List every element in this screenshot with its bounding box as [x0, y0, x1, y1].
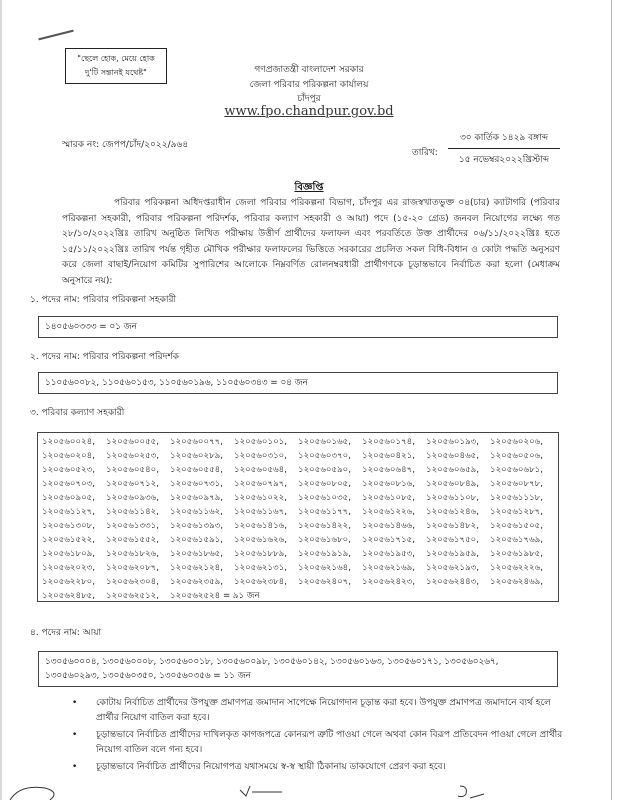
roll-number: ১২০৫৬২৩৫৯, — [170, 577, 223, 587]
section-4-rolls-line-1: ১৩০৫৬০০০৪, ১৩০৫৬০০০৮, ১৩০৫৬০০১৮, ১৩০৫৬০০৯৮, ১৩০৫৬০১৪২, ১৩০৫৬০১৬৩, ১৩০৫৬০১৭১, ১৩০৫৬০২৬৭, — [45, 657, 499, 667]
roll-number: ১২০৫৬০৩১০, — [234, 451, 287, 461]
roll-number: ১২০৫৬১০৮৫, — [362, 493, 415, 503]
section-4-heading: ৪. পদের নাম: আয়া — [30, 628, 102, 638]
roll-number: ১২০৫৬১৫৫২, — [106, 535, 159, 545]
roll-number: ১২০৫৬০৫২৩, — [42, 465, 95, 475]
roll-number: ১২০৫৬১১০৮, — [426, 493, 479, 503]
roll-number: ১২০৫৬১৮৬৫, — [170, 549, 223, 559]
roll-number: ১২০৫৬০৭০৩, — [42, 479, 95, 489]
roll-number: ১২০৫৬১১৬২, — [170, 507, 223, 517]
roll-row — [42, 547, 554, 561]
roll-number: ১২০৫৬০৬৮১, — [490, 465, 543, 475]
note-text: চূড়ান্তভাবে নির্বাচিত প্রার্থীদের দাখিলকৃত কাগজপত্রে কোনরূপ ত্রুটি পাওয়া গেলে অথবা কোন বিরূপ প্রতিবেদন পাওয়া গেলে প্রার্থীর নিয়োগ বাতিল বলে গন্য হবে। — [96, 730, 563, 755]
date-bangla: ৩০ কার্তিক ১৪২৯ বঙ্গাব্দ — [448, 130, 560, 149]
note-item — [70, 728, 570, 758]
header-govt: গণপ্রজাতন্ত্রী বাংলাদেশ সরকার — [254, 65, 364, 75]
note-text: চূড়ান্তভাবে নির্বাচিত প্রার্থীদের নিয়োগপত্র যথাসময়ে স্ব-স্ব স্থায়ী ঠিকানায় ডাকযোগে প্রেরণ করা হবে। — [96, 762, 446, 772]
roll-number: ১২০৫৬০০৫৫, — [106, 437, 159, 447]
roll-row — [42, 561, 554, 575]
roll-number: ১২০৫৬০৮৪৯, — [426, 479, 479, 489]
roll-number: ১২০৫৬০০২৪, — [42, 437, 95, 447]
roll-number: ১২০৫৬০১৯৩, — [426, 437, 479, 447]
note-item — [70, 760, 570, 775]
roll-number: ১২০৫৬১৪১৬, — [234, 521, 287, 531]
roll-number: ১২০৫৬২১৬৯, — [362, 563, 415, 573]
roll-row — [42, 589, 554, 603]
roll-number: ১২০৫৬১৫০৫, — [490, 521, 543, 531]
note-text: কোটায় নির্বাচিত প্রার্থীদের উপযুক্ত প্রমাণপত্র জমাদান সাপেক্ষে নিয়োগদান চূড়ান্ত করা হবে। উপযুক্ত প্রমাণপত্র জমাদানে ব্যর্থ হলে প্রার্থীর নিয়োগ বাতিল করা হবে। — [96, 698, 551, 723]
roll-number: ১২০৫৬২৩০৪, — [106, 577, 159, 587]
roll-number: ১২০৫৬১৭৫০, — [426, 535, 479, 545]
memo-number: স্মারক নং: জেপপ/চাঁদ/২০২২/৯৬৪ — [62, 140, 189, 150]
notice-title: বিজ্ঞপ্তি — [294, 182, 324, 193]
roll-row — [42, 505, 554, 519]
roll-number: ১২০৫৬১২৮৭, — [490, 507, 543, 517]
roll-row — [42, 491, 554, 505]
header-office: জেলা পরিবার পরিকল্পনা কার্যালয় — [249, 80, 369, 90]
section-3-heading: ৩. পরিবার কল্যাণ সহকারী — [30, 408, 125, 418]
roll-number: ১২০৫৬১৭৬৯, — [490, 535, 543, 545]
roll-number: ১২০৫৬০৫৪০, — [106, 465, 159, 475]
roll-number: ১২০৫৬২২২৬, — [490, 563, 543, 573]
roll-number: ১২০৫৬২৫১২, — [106, 591, 159, 601]
roll-number: ১২০৫৬০৫০৬, — [490, 451, 543, 461]
roll-number: ১২০৫৬১৯৮৫, — [490, 549, 543, 559]
scan-edge-right — [611, 0, 612, 800]
roll-number: ১২০৫৬১৭১৫, — [362, 535, 415, 545]
roll-number: ১২০৫৬০২৫৩, — [106, 451, 159, 461]
notes-list — [70, 696, 570, 777]
notice-paragraph: পরিবার পরিকল্পনা অধিদপ্তরাধীন জেলা পরিবার পরিকল্পনা বিভাগ, চাঁদপুর এর রাজস্বখাতভুক্ত ০৪(চার) ক্যাটাগরি (পরিবার পরিকল্পনা সহকারী, পরিবার পরিকল্পনা পরিদর্শক, পরিবার কল্যাণ সহকারী ও আয়া) পদে (১৫-২০ গ্রেড) জনবল নিয়োগের লক্ষ্যে গত ২৮/১০/২০২২খ্রিঃ তারিখ অনুষ্ঠিত লিখিত পরীক্ষায় উত্তীর্ণ প্রার্থীদের ফলাফল এবং পরবর্তিতে উক্ত প্রার্থীদের ০৬/১১/২০২২খ্রিঃ হতে ১৫/১১/২০২২খ্রিঃ তারিখ পর্যন্ত গৃহীত মৌখিক পরীক্ষার ফলাফলের ভিত্তিতে সরকারের প্রচলিত সকল বিধি-বিধান ও কোটা পদ্ধতি অনুসরণ করে জেলা বাছাই/নিয়োগ কমিটির সুপারিশের আলোকে নিম্নবর্ণিত রোলনম্বরধারী প্রার্থীগণকে চূড়ান্তভাবে নির্বাচিত করা হলো (মেধাক্রম অনুসারে নয়): — [62, 198, 560, 286]
roll-number: ১২০৫৬১৪৬৬, — [362, 521, 415, 531]
roll-number: ১২০৫৬২২৮০, — [42, 577, 95, 587]
roll-number: ১২০৫৬২০৮৭, — [106, 563, 159, 573]
motto-line-1: "ছেলে হোক, মেয়ে হোক — [77, 54, 155, 63]
roll-row — [42, 533, 554, 547]
pen-mark — [38, 30, 73, 41]
roll-row — [42, 435, 554, 449]
roll-number: ১২০৫৬০৫৬৪, — [234, 465, 287, 475]
section-4-rolls — [38, 651, 558, 687]
roll-number: ১২০৫৬১৯১৯, — [298, 549, 351, 559]
roll-number: ১২০৫৬১০৩৫, — [298, 493, 351, 503]
roll-number: ১২০৫৬১৪৮২, — [426, 521, 479, 531]
roll-number: ১২০৫৬১৪২২, — [298, 521, 351, 531]
roll-number: ১২০৫৬০২০৬, — [490, 437, 543, 447]
roll-number: ১২০৫৬১২৪৬, — [426, 507, 479, 517]
note-item — [70, 696, 570, 726]
roll-number: ১২০৫৬১১২৭, — [42, 507, 95, 517]
roll-number: ১২০৫৬২১৩১, — [234, 563, 287, 573]
bullet-icon: • — [72, 762, 78, 772]
roll-number: ১২০৫৬০৬৫৯, — [426, 465, 479, 475]
roll-number: ১২০৫৬০৮১৬, — [362, 479, 415, 489]
roll-number: ১২০৫৬১৩৯৩, — [170, 521, 223, 531]
roll-number: ১২০৫৬০৫৯০, — [298, 465, 351, 475]
roll-number: ১২০৫৬০৩৭০, — [298, 451, 351, 461]
roll-number: ১২০৫৬১৮২৬, — [106, 549, 159, 559]
motto-line-2: দু'টি সন্তানই যথেষ্ট" — [85, 68, 147, 77]
signature-marks — [0, 780, 618, 800]
roll-number: ১২০৫৬২০২৩, — [42, 563, 95, 573]
roll-number: ১২০৫৬০২০৪, — [42, 451, 95, 461]
section-2-rolls: ১১০৫৬০০৮২, ১১০৫৬০১৫৩, ১১০৫৬০১৯৬, ১১০৫৬০৩৪৩ = ০৪ জন — [38, 372, 558, 394]
roll-number: ১২০৫৬২৪২৩, — [362, 577, 415, 587]
roll-number: ১২০৫৬২৪৬৯, — [490, 577, 543, 587]
bullet-icon: • — [72, 698, 78, 708]
roll-number: ১২০৫৬১৮৮৯, — [234, 549, 287, 559]
roll-number: ১২০৫৬০৯০৫, — [42, 493, 95, 503]
roll-number: ১২০৫৬১১৭৭, — [298, 507, 351, 517]
roll-number: ১২০৫৬১৬২৬, — [234, 535, 287, 545]
roll-number: ১২০৫৬০৪২১, — [362, 451, 415, 461]
section-1-heading: ১. পদের নাম: পরিবার পরিকল্পনা সহকারী — [30, 295, 177, 305]
roll-number: ১২০৫৬২১৯৩, — [426, 563, 479, 573]
roll-row — [42, 519, 554, 533]
roll-row — [42, 477, 554, 491]
date-label: তারিখ: — [412, 148, 438, 158]
roll-number: ১২০৫৬০০৭৭, — [170, 437, 223, 447]
roll-number: ১২০৫৬১১৬৭, — [234, 507, 287, 517]
roll-number: ১২০৫৬০১৬৫, — [298, 437, 351, 447]
roll-number: ১২০৫৬২৪৪৩, — [426, 577, 479, 587]
roll-number: ১২০৫৬০৭৩১, — [170, 479, 223, 489]
section-3-rolls-table — [37, 432, 559, 602]
roll-number: ১২০৫৬১৯৫৯, — [426, 549, 479, 559]
roll-number: ১২০৫৬২১২৪, — [170, 563, 223, 573]
signature-middle — [240, 786, 282, 796]
roll-number: ১২০৫৬২৪৮৫, — [42, 591, 95, 601]
roll-number: ১২০৫৬০৮০৫, — [298, 479, 351, 489]
section-4-rolls-line-2: ১৩০৫৬০২৯৩, ১৩০৫৬০৩৫০, ১৩০৫৬০৩৫৬ = ১১ জন — [45, 671, 251, 681]
roll-number: ১২০৫৬১৮০৯, — [42, 549, 95, 559]
roll-number: ১২০৫৬১২২৬, — [362, 507, 415, 517]
roll-number: ১২০৫৬১১১৮, — [490, 493, 543, 503]
roll-number: ১২০৫৬০১৭৪, — [362, 437, 415, 447]
signature-left — [10, 787, 54, 800]
roll-number: ১২০৫৬০১০১, — [234, 437, 287, 447]
bullet-icon: • — [72, 730, 78, 740]
website-link[interactable]: www.fpo.chandpur.gov.bd — [224, 104, 394, 119]
roll-number: ১২০৫৬২৩৮৪, — [234, 577, 287, 587]
roll-number: ১২০৫৬০৬৪৭, — [362, 465, 415, 475]
roll-number: ১২০৫৬১৯৫৩, — [362, 549, 415, 559]
roll-number: ১২০৫৬০৮৭৮, — [490, 479, 543, 489]
roll-number: ১২০৫৬১০২২, — [234, 493, 287, 503]
roll-number: ১২০৫৬২১৬৪, — [298, 563, 351, 573]
scan-edge-left — [0, 0, 2, 800]
roll-number: ১২০৫৬০৯৭৯, — [170, 493, 223, 503]
roll-number: ১২০৫৬২৪০৭, — [298, 577, 351, 587]
date-english: ১৫ নভেম্বর২০২২খ্রিস্টাব্দ — [458, 155, 550, 165]
roll-number: ১২০৫৬১১৪২, — [106, 507, 159, 517]
section-2-heading: ২. পদের নাম: পরিবার পরিকল্পনা পরিদর্শক — [30, 352, 179, 362]
roll-row — [42, 463, 554, 477]
roll-number: ১২০৫৬০৭১২, — [106, 479, 159, 489]
roll-number: ১২০৫৬১৫৯১, — [170, 535, 223, 545]
roll-number: ১২০৫৬১৬৮০, — [298, 535, 351, 545]
roll-number: ১২০৫৬১৩৩১, — [106, 521, 159, 531]
roll-number: ১২০৫৬০৪৬৫, — [426, 451, 479, 461]
roll-row — [42, 575, 554, 589]
header-district: চাঁদপুর — [297, 94, 321, 104]
roll-number: ১২০৫৬০২৮৯, — [170, 451, 223, 461]
roll-row — [42, 449, 554, 463]
roll-number: ১২০৫৬১৩০৮, — [42, 521, 95, 531]
roll-number: ১২০৫৬২৫২৪ = ৯১ জন — [170, 591, 260, 601]
date-block — [448, 130, 560, 167]
roll-number: ১২০৫৬০৯৩৬, — [106, 493, 159, 503]
roll-number: ১২০৫৬১৫২২, — [42, 535, 95, 545]
roll-number: ১২০৫৬০৭৯৭, — [234, 479, 287, 489]
signature-right — [458, 786, 484, 798]
section-1-rolls: ১৪০৫৬০৩৩৩ = ০১ জন — [38, 316, 558, 338]
roll-number: ১২০৫৬০৫৫৪, — [170, 465, 223, 475]
